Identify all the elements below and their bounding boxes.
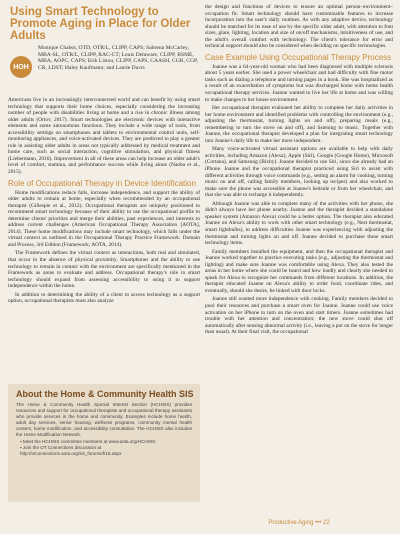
case-paragraph-3: Many voice-activated virtual assistant options are available to help with daily activities, including Amazon (Alexa), Apple (Siri), Google (Google Home), Microsoft (Cortana), and Samsung (Bixby). Joanne decided to use Siri, since she already had an iPhone. Joanne and the occupational therapist practiced using Siri to assist with different activities through voice commands (e.g., setting an alarm for cooking, turning music on and off, calling family members, looking up recipes) and also worked to make sure the phone was accessible at Joanne's bedside or from her wheelchair, and that she was able to recharge it independently. xyxy=(205,146,393,199)
author-list: Monique Chabot, OTD, OTR/L, CLIPP, CAPS; Sabrena McCarley, MBA-SL, OTR/L, CLIPP, RAC-CT; Louis Delaware, CLIPP, BSME, MBA, AOPC, CAPS; Erik Listou, CLIPP, CAPS, CAASH, CGR, CGP, CR, LDST; Haley Kaufmann; and Laurie Davis xyxy=(38,45,198,72)
role-paragraph-3: In addition to determining the ability of a client to access technology as a support option, occupational therapists must also analyze xyxy=(8,291,200,305)
sidebar-body: The Home & Community Health Special Interest Section (HCHSIS) provides resources and support for occupational therapists and occupational therapy assistants who provide services in the home and community. Examples include home health, adult day services, senior housing, wellness programs, community mental health centers, home modification, and accessibility consultation. The HCHSIS also includes the Home Modification Network. xyxy=(16,402,192,437)
role-paragraph-2: The Framework defines the virtual context as interactions, both real and simulated, that occur in the absence of physical proximity. Smartphones and the ability to use technology to remain in contact with the environment are specifically mentioned in the Framework as areas to evaluate and address. Occupational therapy's role in smart technology should expand from assessing accessibility to using it to support independence within the home. xyxy=(8,250,200,290)
sidebar-bullet-committee[interactable]: ▪ Meet the HCHSIS committee members at www.aota.org/HCHSIS. xyxy=(20,439,192,445)
right-column xyxy=(205,0,393,338)
intro-paragraph: Americans live in an increasingly interconnected world and can benefit by using smart technology that supports their home choices, especially considering the increasing number of people with disabilities living at home and a rise in chronic illness among older adults (Orlov, 2017). Smart technologies are electronic devices with interactive elements and some autonomous functions. They include a wide range of tools, from accessibility settings on smartphones and tablets to environmental control units, self-monitoring appliances, and voice-activated devices. They are predicted to play a greater role in assisting older adults in areas not typically addressed by medical treatment and home care, such as social interaction, cognitive stimulation, and physical fitness (Liebermann, 2016). Improvement in all of these areas can help increase an older adult's level of comfort, stamina, and performance success while living alone (Naoba et al., 2015). xyxy=(8,97,200,176)
sidebar-list xyxy=(20,439,192,457)
case-paragraph-1: Joanne was a 64-year-old woman who had been diagnosed with multiple sclerosis about 5 years earlier. She used a power wheelchair and had difficulty with fine motor tasks such as dialing a telephone and turning pages in a book. She was hospitalized as a result of an exacerbation of symptoms but was discharged home with home health occupational therapy services. Joanne wanted to live her life at home and was willing to make changes to her house environment. xyxy=(205,63,393,103)
case-paragraph-4: Although Joanne was able to complete many of the activities with her phone, she didn't always have her phone nearby. Joanne and the therapist decided a standalone speaker system (Amazon Alexa) could be a better option. The therapist also educated Joanne on Alexa's ability to work with other smart technology (e.g., Nest thermostat, smart lightbulbs), to address difficulties Joanne was experiencing with adjusting the thermostat and turning lights on and off. Joanne decided to purchase these smart technology items. xyxy=(205,200,393,247)
page-footer: Productive Aging ••• 22 xyxy=(268,520,330,526)
section-heading-case: Case Example Using Occupational Therapy Process xyxy=(205,52,392,62)
sidebar-title: About the Home & Community Health SIS xyxy=(16,389,194,399)
sis-logo-icon: HOH xyxy=(10,56,32,78)
case-paragraph-6: Joanne still wanted more independence with cooking. Family members decided to pool their resources and purchase a smart oven for Joanne. Joanne could use voice activation on her iPhone to turn on the oven and start timers. Joanne sometimes had trouble with her attention and concentration; the new stove could shut off automatically after sensing abnormal activity (i.e., leaving a pot on the stove for longer than usual). At their final visit, the occupational xyxy=(205,296,393,336)
article-title: Using Smart Technology to Promote Aging in Place for Older Adults xyxy=(10,6,191,42)
section-heading-role: Role of Occupational Therapy in Device Identification xyxy=(8,178,196,188)
role-paragraph-1: Home modifications reduce falls, increase independence, and support the ability of older adults to remain at home, especially when recommended by an occupational therapist (Gillespie et al., 2012). Occupational therapists are uniquely positioned to recommend smart technology because of their ability to use the occupational profile to determine clients' priorities and merge their abilities, past experiences, and interests to address current challenges (American Occupational Therapy Association [AOTA], 2014). These home modifications may include smart technology, which falls under the virtual context as outlined in the Occupational Therapy Practice Framework: Domain and Process, 3rd Edition (Framework; AOTA, 2014). xyxy=(8,189,200,248)
case-paragraph-2: Her occupational therapist evaluated her ability to complete her daily activities in her home environment and identified problems with controlling the environment (e.g., adjusting the thermostat, turning lights on and off), preparing meals (e.g., remembering to turn the stove on and off), and listening to music. Together with Joanne, the occupational therapist developed a plan for integrating smart technology into Joanne's daily life to make her more independent. xyxy=(205,105,393,144)
case-paragraph-5: Family members installed the equipment, and then the occupational therapist and Joanne worked together to practice executing tasks (e.g., adjusting the thermostat and lighting) and make sure Joanne was comfortable using Alexa. They also tested the areas in her home where she could be heard and how loudly and clearly she needed to speak for Alexa to recognize her commands from different locations. In addition, the therapist educated Joanne on Alexa's ability to order food, coordinate rides, and eventually, should she desire, be linked with door locks. xyxy=(205,248,393,294)
sidebar-bullet-discussion[interactable]: ▪ Join the OT Connections discussion at http://otconnections.aota.org/sis_forums/f/15.aspx xyxy=(20,445,192,457)
sidebar-about-box xyxy=(8,384,200,502)
left-column xyxy=(8,0,200,307)
byline xyxy=(8,45,200,97)
continued-paragraph: the design and functions of devices to ensure an optimal person–environment–occupation fit. Smart technology should have customizable features to increase incorporation into the user's daily routines. As with any adaptive device, technology should be matched for its ease of use by the specific older adult, with attention to font sizes, glare, lighting, location and size of on/off mechanisms, intuitiveness of use, and the adult's overall comfort with technology. The client's tolerance for error and technical support should also be considered when deciding on specific technologies. xyxy=(205,4,393,50)
